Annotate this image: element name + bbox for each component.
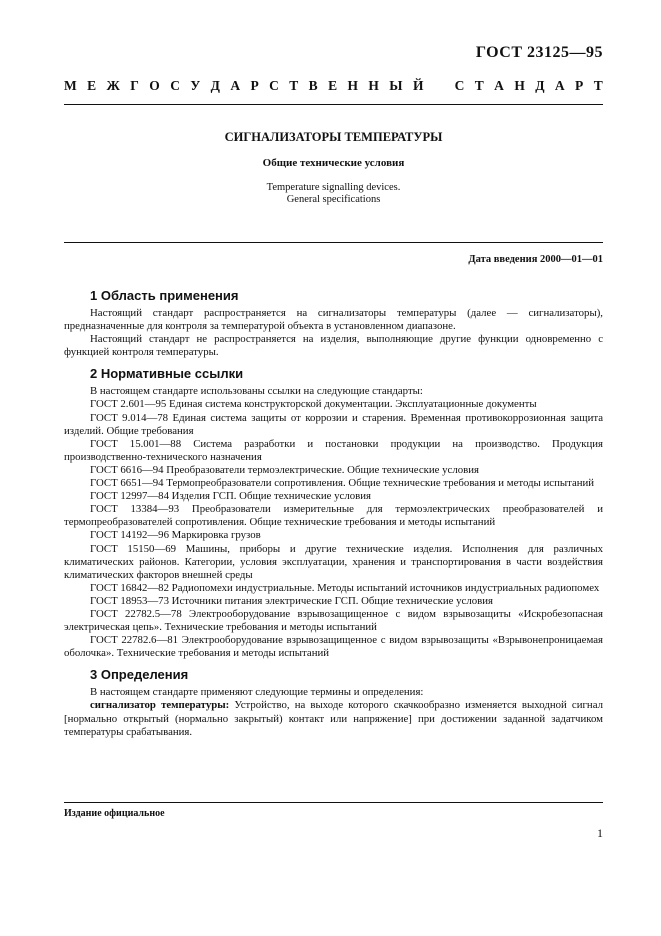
banner-letter: Ы [389, 78, 403, 93]
banner-letter: Н [514, 78, 525, 93]
banner-letter: У [190, 78, 201, 93]
reference-item: ГОСТ 18953—73 Источники питания электрические ГСП. Общие технические условия [90, 594, 493, 607]
banner-letter: В [308, 78, 318, 93]
footer-divider [64, 802, 603, 803]
interstate-standard-banner [64, 78, 603, 94]
banner-letter: Р [575, 78, 584, 93]
banner-letter: Д [535, 78, 545, 93]
banner-letter: Ж [106, 78, 120, 93]
document-body [64, 287, 603, 739]
defined-term: сигнализатор температуры: [90, 699, 230, 712]
banner-letter: А [554, 78, 565, 93]
banner-letter: Н [368, 78, 379, 93]
reference-item: ГОСТ 9.014—78 Единая система защиты от коррозии и старения. Временная противокоррозионная защита изделий. Общие требования [64, 411, 603, 437]
banner-letter: Т [593, 78, 603, 93]
banner-letter: Р [250, 78, 259, 93]
document-title: СИГНАЛИЗАТОРЫ ТЕМПЕРАТУРЫ [224, 130, 443, 144]
banner-letter: С [170, 78, 180, 93]
banner-letter: С [454, 78, 465, 93]
reference-item: ГОСТ 15150—69 Машины, приборы и другие технические изделия. Исполнения для различных климатических районов. Категории, условия эксплуатации, хранения и транспортирования в части воздействия климатических факторов внешней среды [64, 542, 603, 581]
banner-letter: Н [347, 78, 358, 93]
reference-item: ГОСТ 22782.6—81 Электрооборудование взрывозащищенное с видом взрывозащиты «Взрывонепроницаемая оболочка». Технические требования и методы испытаний [64, 634, 603, 660]
reference-item: ГОСТ 12997—84 Изделия ГСП. Общие технические условия [90, 490, 371, 503]
banner-letter: О [149, 78, 160, 93]
reference-item: ГОСТ 22782.5—78 Электрооборудование взрывозащищенное с видом взрывозащиты «Искробезопасная электрическая цепь». Технические требования и методы испытаний [64, 607, 603, 634]
definition-paragraph [64, 699, 603, 738]
document-code: ГОСТ 23125—95 [475, 44, 603, 61]
section-heading: 2 Нормативные ссылки [90, 366, 244, 382]
banner-letter: Т [289, 78, 299, 93]
banner-letter: М [64, 78, 77, 93]
reference-item: ГОСТ 6651—94 Термопреобразователи сопротивления. Общие технические требования и методы испытаний [90, 477, 595, 490]
banner-letter: Д [210, 78, 220, 93]
section-heading: 3 Определения [90, 667, 189, 683]
reference-item: ГОСТ 15.001—88 Система разработки и постановки продукции на производство. Продукция производственно-технического назначения [64, 437, 603, 463]
banner-letter: Е [87, 78, 97, 93]
banner-letter: Т [474, 78, 484, 93]
reference-item: ГОСТ 14192—96 Маркировка грузов [90, 529, 261, 542]
paragraph: В настоящем стандарте применяют следующие термины и определения: [90, 686, 424, 699]
paragraph: В настоящем стандарте использованы ссылки на следующие стандарты: [90, 385, 423, 398]
banner-letter: С [269, 78, 279, 93]
section-heading: 1 Область применения [90, 288, 239, 303]
english-title-line: Temperature signalling devices. [266, 182, 401, 193]
document-subtitle: Общие технические условия [262, 157, 405, 169]
introduction-date: Дата введения 2000—01—01 [468, 254, 603, 265]
page-number: 1 [597, 826, 603, 840]
official-edition-label: Издание официальное [64, 808, 165, 819]
banner-letter: Й [412, 78, 424, 93]
banner-letter: Е [328, 78, 338, 93]
banner-letter: А [230, 78, 241, 93]
english-title-line: General specifications [286, 194, 381, 205]
reference-item: ГОСТ 6616—94 Преобразователи термоэлектрические. Общие технические условия [90, 463, 479, 476]
definition-text: Устройство, на выходе которого скачкообразно изменяется выходной сигнал [нормально открытый (нормально закрытый) контакт или напряжение] при достижении заданной задатчиком температуры срабатывания. [64, 699, 603, 738]
reference-item: ГОСТ 16842—82 Радиопомехи индустриальные. Методы испытаний источников индустриальных радиопомех [90, 581, 600, 594]
header-divider [64, 104, 603, 105]
banner-letter: А [494, 78, 504, 93]
paragraph: Настоящий стандарт не распространяется на изделия, выполняющие другие функции одновременно с функцией контроля температуры. [64, 333, 603, 359]
paragraph: Настоящий стандарт распространяется на сигнализаторы температуры (далее — сигнализаторы), предназначенные для контроля за температурой объекта в установленном диапазоне. [64, 307, 603, 333]
reference-item: ГОСТ 13384—93 Преобразователи измерительные для термоэлектрических преобразователей и термопреобразователей сопротивления. Общие технические требования и методы испытаний [64, 503, 603, 529]
reference-item: ГОСТ 2.601—95 Единая система конструкторской документации. Эксплуатационные документы [90, 398, 537, 411]
english-title [64, 182, 603, 206]
title-divider [64, 242, 603, 243]
banner-letter: Г [130, 78, 139, 93]
